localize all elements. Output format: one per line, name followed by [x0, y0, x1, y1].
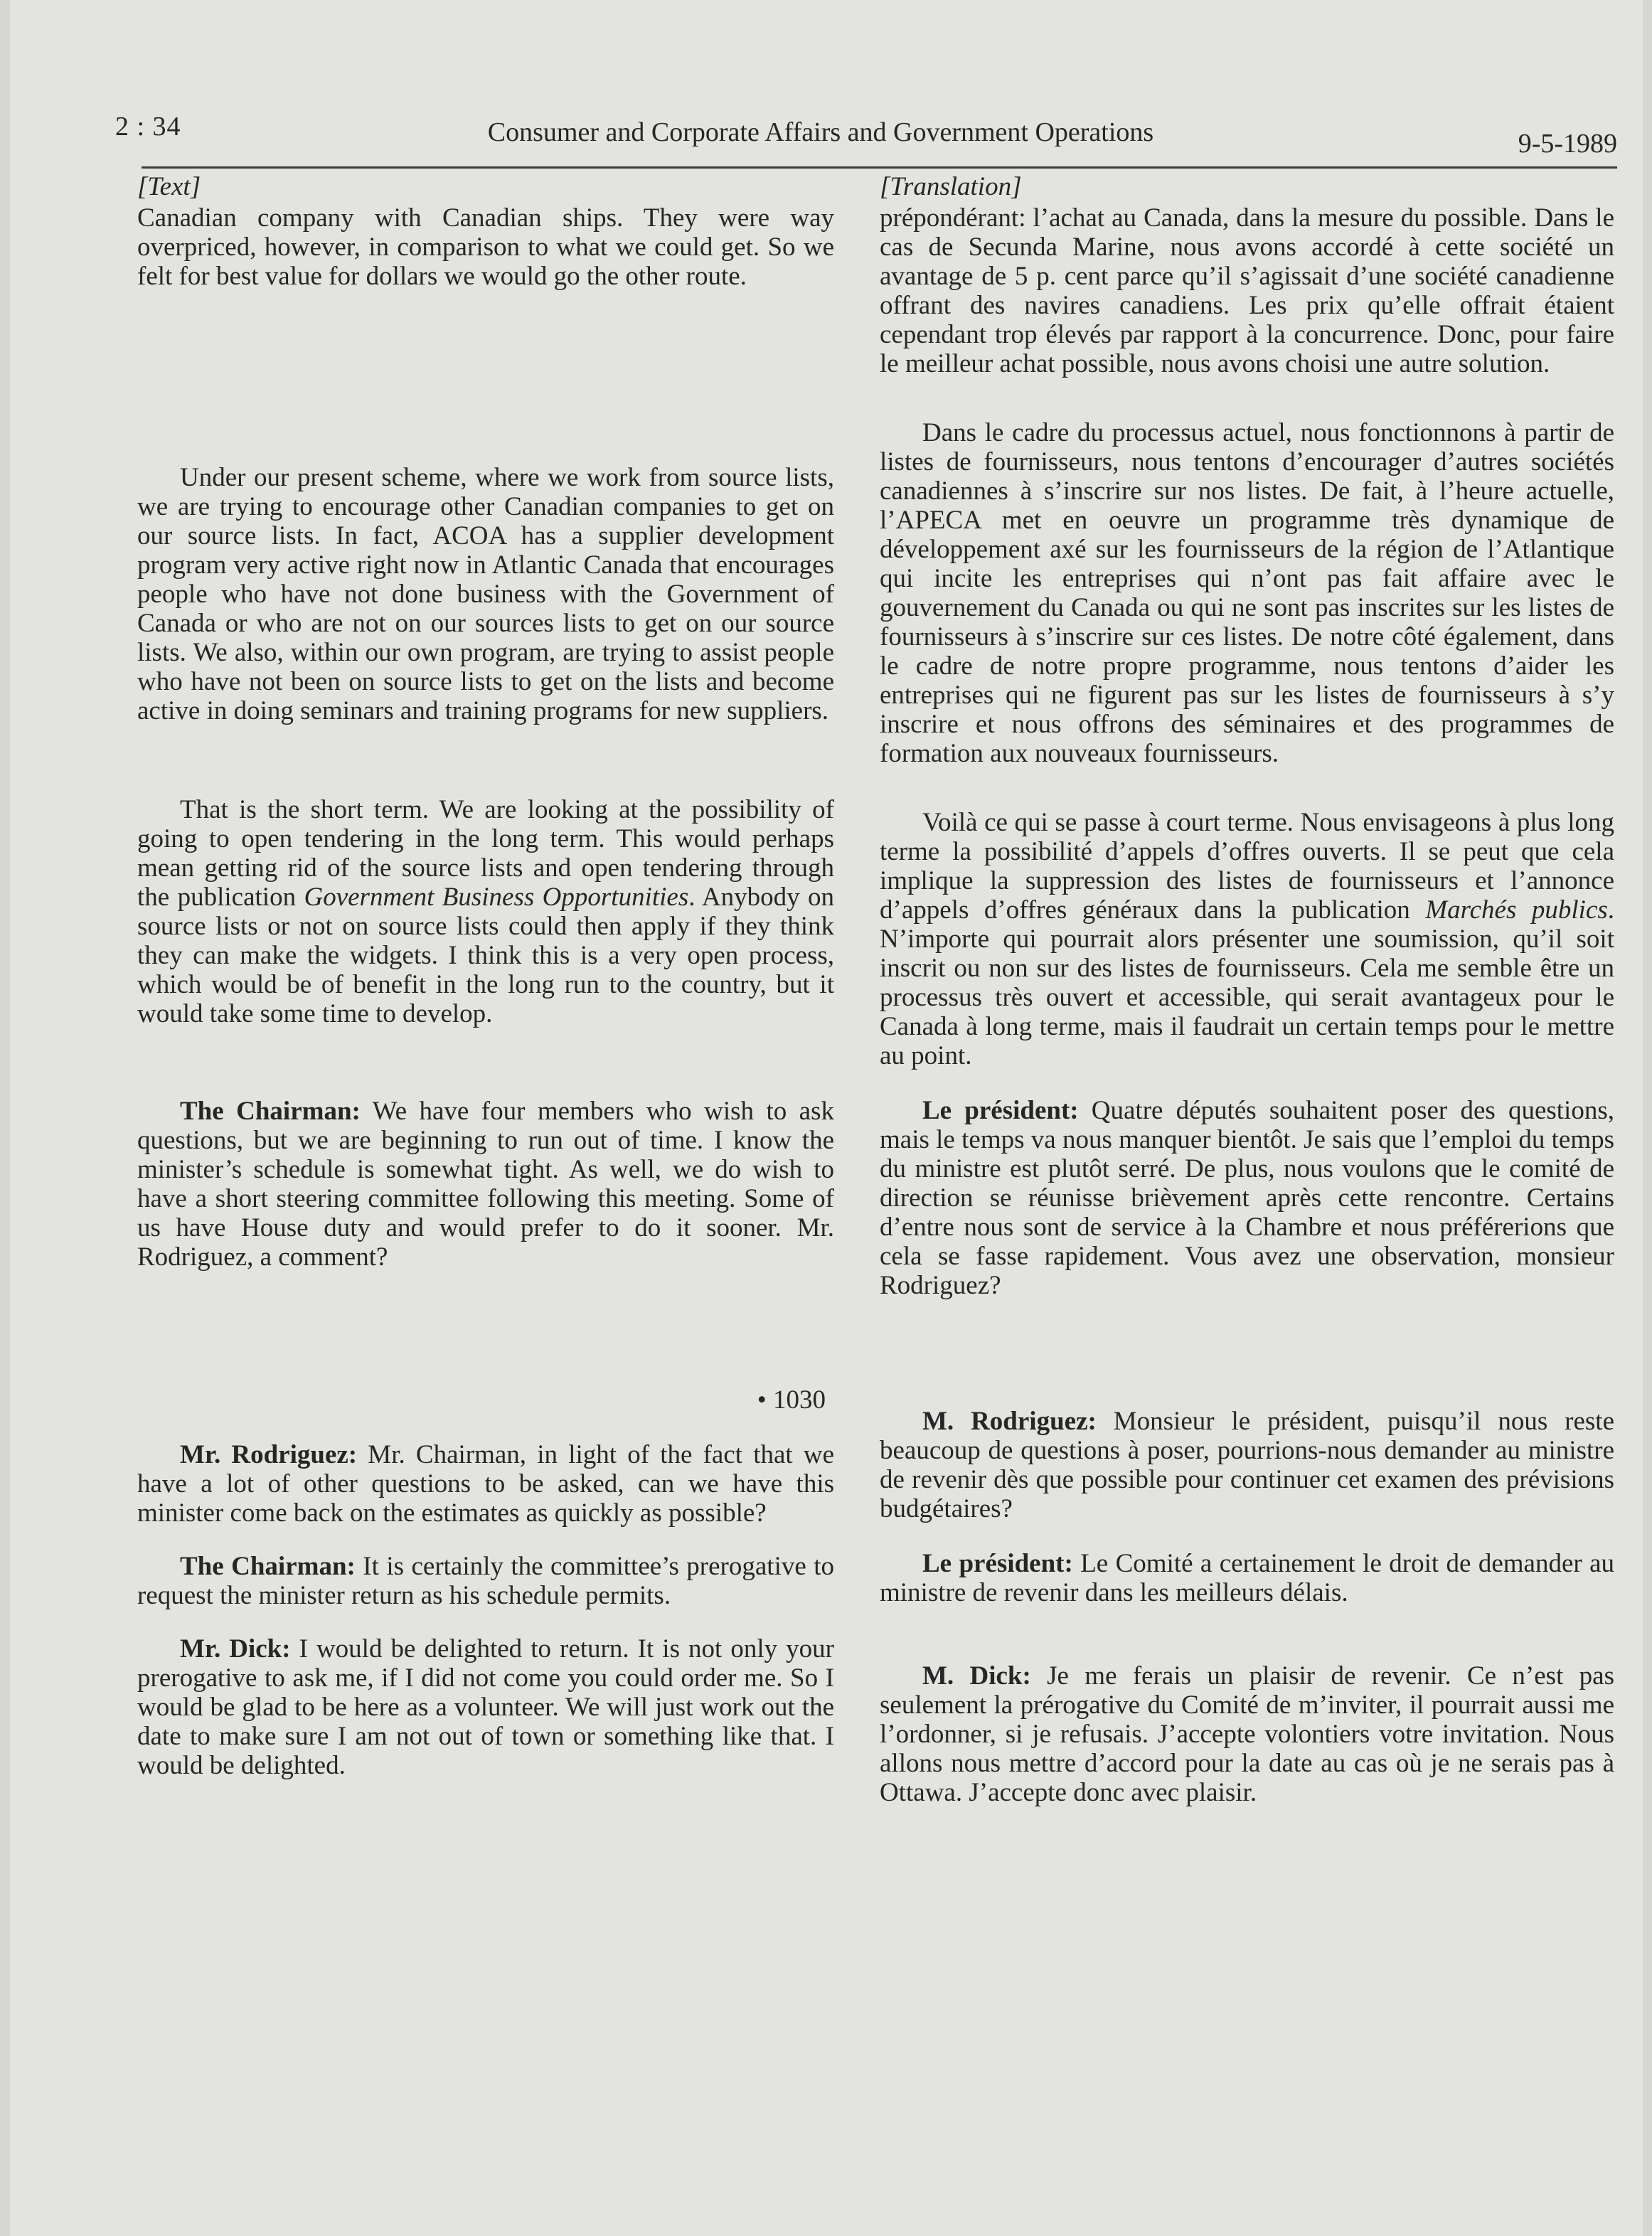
speaker-paragraph: The Chairman: We have four members who wish to ask questions, but we are beginning to run out of time. I know the minister’s schedule is somewhat tight. As well, we do wish to have a short steering committee following this meeting. Some of us have House duty and would prefer to do it sooner. Mr. Rodriguez, a comment? — [137, 1097, 835, 1272]
publication-title: Government Business Opportunities — [304, 883, 689, 912]
paragraph: Dans le cadre du processus actuel, nous fonctionnons à partir de listes de fournisseurs, nous tentons d’encourager d’autres sociétés canadiennes à s’inscrire sur nos listes. De fait, à l’heure actuelle, l’APECA met en oeuvre un programme très dynamique de développement axé sur les fournisseurs de la région de l’Atlantique qui incite les entreprises qui n’ont pas fait affaire avec le gouvernement du Canada ou qui ne sont pas inscrites sur les listes de fournisseurs à s’inscrire sur ces listes. De notre côté également, dans le cadre de notre propre programme, nous tentons d’aider les entreprises qui ne figurent pas sur les listes de fournisseurs à s’y inscrire et nous offrons des séminaires et des programmes de formation aux nouveaux fournisseurs. — [880, 418, 1614, 768]
speaker-paragraph: Le président: Le Comité a certainement le droit de demander au ministre de revenir dans les meilleurs délais. — [880, 1549, 1614, 1607]
time-marker: • 1030 — [757, 1385, 826, 1415]
speaker-paragraph: The Chairman: It is certainly the committee’s prerogative to request the minister return as his schedule permits. — [137, 1552, 834, 1610]
speaker-name: Mr. Rodriguez: — [180, 1440, 358, 1469]
header-rule — [142, 166, 1617, 169]
translation-label: [Translation] — [880, 172, 1022, 201]
speaker-name: M. Rodriguez: — [922, 1407, 1097, 1436]
publication-title: Marchés publics — [1425, 895, 1608, 925]
page-header — [110, 105, 1617, 159]
speaker-paragraph: Mr. Dick: I would be delighted to return. It is not only your prerogative to ask me, if I did not come you could order me. So I would be glad to be here as a volunteer. We will just work out the date to make sure I am not out of town or something like that. I would be delighted. — [137, 1634, 834, 1780]
text-label: [Text] — [137, 172, 201, 201]
speaker-name: Mr. Dick: — [180, 1634, 291, 1663]
paragraph: Under our present scheme, where we work from source lists, we are trying to encourage other Canadian companies to get on our source lists. In fact, ACOA has a supplier development program very active right now in Atlantic Canada that encourages people who have not done business with the Government of Canada or who are not on our sources lists to get on our source lists. We also, within our own program, are trying to assist people who have not been on source lists to get on the lists and become active in doing seminars and training programs for new suppliers. — [137, 463, 834, 725]
speaker-paragraph: Le président: Quatre députés souhaitent poser des questions, mais le temps va nous manquer bientôt. Je sais que l’emploi du temps du ministre est plutôt serré. De plus, nous voulons que le comité de direction se réunisse brièvement après cette rencontre. Certains d’entre nous sont de service à la Chambre et nous préférerions que cela se fasse rapidement. Vous avez une observation, monsieur Rodriguez? — [880, 1096, 1614, 1300]
page-date: 9-5-1989 — [1518, 129, 1617, 159]
paragraph: Voilà ce qui se passe à court terme. Nous envisageons à plus long terme la possibilité d’appels d’offres ouverts. Il se peut que cela implique la suppression des listes de fournisseurs et l’annonce d’appels d’offres généraux dans la publication Marchés publics. N’importe qui pourrait alors présenter une soumission, qu’il soit inscrit ou non sur des listes de fournisseurs. Cela me semble être un processus très ouvert et accessible, qui serait avantageux pour le Canada à long terme, mais il faudrait un certain temps pour le mettre au point. — [880, 808, 1614, 1070]
paragraph: prépondérant: l’achat au Canada, dans la mesure du possible. Dans le cas de Secunda Marine, nous avons accordé à cette société un avantage de 5 p. cent parce qu’il s’agissait d’une société canadienne offrant des navires canadiens. Les prix qu’elle offrait étaient cependant trop élevés par rapport à la concurrence. Donc, pour faire le meilleur achat possible, nous avons choisi une autre solution. — [880, 203, 1614, 378]
speaker-name: Le président: — [922, 1549, 1073, 1578]
speaker-paragraph: Mr. Rodriguez: Mr. Chairman, in light of the fact that we have a lot of other questions to be asked, can we have this minister come back on the estimates as quickly as possible? — [137, 1440, 834, 1528]
speaker-name: Le président: — [922, 1096, 1079, 1125]
running-title: Consumer and Corporate Affairs and Government Operations — [487, 117, 1154, 147]
page-number: 2 : 34 — [115, 112, 181, 142]
english-column — [137, 171, 834, 1780]
paragraph: That is the short term. We are looking at the possibility of going to open tendering in the long term. This would perhaps mean getting rid of the source lists and open tendering through the publication Government Business Opportunities. Anybody on source lists or not on source lists could then apply if they think they can make the widgets. I think this is a very open process, which would be of benefit in the long run to the country, but it would take some time to develop. — [137, 795, 834, 1028]
speaker-name: M. Dick: — [922, 1661, 1031, 1691]
speaker-paragraph: M. Rodriguez: Monsieur le président, puisqu’il nous reste beaucoup de questions à poser, pourrions-nous demander au ministre de revenir dès que possible pour continuer cet examen des prévisions budgétaires? — [880, 1407, 1614, 1523]
speaker-name: The Chairman: — [180, 1097, 361, 1126]
speaker-paragraph: M. Dick: Je me ferais un plaisir de revenir. Ce n’est pas seulement la prérogative du Comité de m’inviter, il pourrait aussi me l’ordonner, si je refusais. J’accepte volontiers votre invitation. Nous allons nous mettre d’accord pour la date au cas où je ne serais pas à Ottawa. J’accepte donc avec plaisir. — [880, 1661, 1614, 1807]
speaker-name: The Chairman: — [180, 1552, 356, 1581]
paragraph: Canadian company with Canadian ships. They were way overpriced, however, in comparison to what we could get. So we felt for best value for dollars we would go the other route. — [137, 203, 834, 291]
document-page — [10, 0, 1643, 2236]
french-column — [880, 171, 1614, 1807]
